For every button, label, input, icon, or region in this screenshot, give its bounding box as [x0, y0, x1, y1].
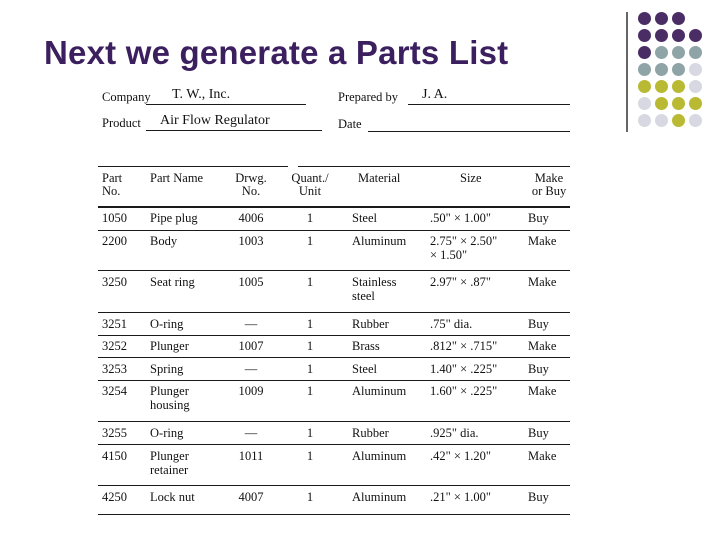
- decorative-dot: [655, 29, 668, 42]
- prepared-by-value: J. A.: [422, 87, 448, 102]
- cell-drwg: 1011: [238, 449, 264, 463]
- decorative-dot: [689, 97, 702, 110]
- row-rule: [98, 444, 570, 445]
- decorative-dot: [655, 12, 668, 25]
- decorative-dot: [638, 12, 651, 25]
- cell-part-name: Plunger: [150, 339, 189, 353]
- date-underline: [368, 131, 570, 132]
- cell-quant: 1: [306, 234, 314, 248]
- row-rule: [98, 514, 570, 515]
- cell-drwg: 4007: [238, 490, 264, 504]
- cell-quant: 1: [306, 339, 314, 353]
- cell-part-no: 2200: [102, 234, 127, 248]
- cell-size: .50" × 1.00": [430, 211, 492, 225]
- header-top-rule: [98, 166, 288, 167]
- decorative-dot: [638, 63, 651, 76]
- cell-part-name: Pipe plug: [150, 211, 198, 225]
- prepared-by-underline: [408, 104, 570, 105]
- cell-material: Stainless steel: [352, 275, 397, 303]
- decorative-dot: [655, 114, 668, 127]
- cell-drwg: —: [244, 426, 258, 440]
- date-label: Date: [338, 117, 362, 131]
- cell-make-buy: Make: [528, 275, 557, 289]
- header-material: Material: [358, 171, 401, 185]
- decorative-dot: [655, 97, 668, 110]
- decorative-dot: [672, 114, 685, 127]
- cell-material: Rubber: [352, 426, 389, 440]
- cell-part-no: 4150: [102, 449, 127, 463]
- cell-part-no: 1050: [102, 211, 127, 225]
- decorative-dot: [672, 97, 685, 110]
- cell-size: 2.75" × 2.50" × 1.50": [430, 234, 498, 262]
- cell-material: Brass: [352, 339, 380, 353]
- cell-part-no: 3251: [102, 317, 127, 331]
- cell-part-name: Lock nut: [150, 490, 195, 504]
- row-rule: [98, 380, 570, 381]
- cell-material: Aluminum: [352, 234, 407, 248]
- decorative-dot: [689, 46, 702, 59]
- decorative-dot: [672, 29, 685, 42]
- cell-part-name: Body: [150, 234, 178, 248]
- cell-part-no: 3255: [102, 426, 127, 440]
- decorative-dot: [638, 114, 651, 127]
- cell-size: .812" × .715": [430, 339, 498, 353]
- cell-drwg: 4006: [238, 211, 264, 225]
- cell-size: 1.60" × .225": [430, 384, 498, 398]
- company-underline: [146, 104, 306, 105]
- cell-make-buy: Buy: [528, 211, 549, 225]
- cell-part-no: 3250: [102, 275, 127, 289]
- cell-size: .925" dia.: [430, 426, 479, 440]
- cell-quant: 1: [306, 384, 314, 398]
- cell-quant: 1: [306, 317, 314, 331]
- cell-material: Aluminum: [352, 449, 407, 463]
- cell-drwg: 1009: [238, 384, 264, 398]
- cell-drwg: 1005: [238, 275, 264, 289]
- header-quant-unit: Quant./ Unit: [291, 171, 329, 198]
- header-drwg-no: Drwg. No.: [235, 171, 267, 198]
- product-underline: [146, 130, 322, 131]
- company-value: T. W., Inc.: [172, 87, 231, 102]
- cell-part-name: Spring: [150, 362, 184, 376]
- row-rule: [98, 357, 570, 358]
- cell-make-buy: Make: [528, 339, 557, 353]
- decorative-dot: [655, 46, 668, 59]
- decorative-dot-grid: [638, 12, 720, 142]
- slide-title: Next we generate a Parts List: [44, 34, 509, 71]
- cell-part-no: 3253: [102, 362, 127, 376]
- cell-make-buy: Buy: [528, 362, 549, 376]
- header-part-no: Part No.: [102, 171, 123, 198]
- decorative-dot: [689, 80, 702, 93]
- cell-material: Aluminum: [352, 384, 407, 398]
- cell-quant: 1: [306, 449, 314, 463]
- cell-make-buy: Make: [528, 384, 557, 398]
- cell-size: 1.40" × .225": [430, 362, 498, 376]
- cell-material: Rubber: [352, 317, 389, 331]
- cell-make-buy: Buy: [528, 490, 549, 504]
- title-divider-line: [626, 12, 628, 132]
- cell-drwg: 1007: [238, 339, 264, 353]
- cell-material: Aluminum: [352, 490, 407, 504]
- header-size: Size: [460, 171, 482, 185]
- cell-part-name: Seat ring: [150, 275, 195, 289]
- decorative-dot: [638, 80, 651, 93]
- decorative-dot: [672, 63, 685, 76]
- decorative-dot: [638, 46, 651, 59]
- cell-material: Steel: [352, 211, 377, 225]
- row-rule: [98, 335, 570, 336]
- cell-size: .21" × 1.00": [430, 490, 492, 504]
- header-part-name: Part Name: [150, 171, 204, 185]
- decorative-dot: [638, 97, 651, 110]
- cell-make-buy: Buy: [528, 426, 549, 440]
- decorative-dot: [672, 46, 685, 59]
- cell-material: Steel: [352, 362, 377, 376]
- cell-part-name: O-ring: [150, 317, 184, 331]
- row-rule: [98, 270, 570, 271]
- cell-quant: 1: [306, 275, 314, 289]
- cell-part-no: 3252: [102, 339, 127, 353]
- parts-list-form: [98, 86, 573, 521]
- decorative-dot: [689, 114, 702, 127]
- prepared-by-label: Prepared by: [338, 90, 399, 104]
- decorative-dot: [672, 12, 685, 25]
- cell-part-name: Plunger retainer: [150, 449, 189, 477]
- cell-drwg: —: [244, 317, 258, 331]
- row-rule: [98, 421, 570, 422]
- cell-quant: 1: [306, 211, 314, 225]
- cell-part-name: Plunger housing: [150, 384, 190, 412]
- header-bottom-rule: [98, 206, 570, 208]
- cell-size: 2.97" × .87": [430, 275, 492, 289]
- cell-quant: 1: [306, 490, 314, 504]
- product-value: Air Flow Regulator: [160, 113, 270, 128]
- header-make-or-buy: Make or Buy: [531, 171, 567, 198]
- cell-part-name: O-ring: [150, 426, 184, 440]
- product-label: Product: [102, 116, 141, 130]
- row-rule: [98, 312, 570, 313]
- cell-make-buy: Make: [528, 234, 557, 248]
- row-rule: [98, 230, 570, 231]
- decorative-dot: [655, 80, 668, 93]
- company-label: Company: [102, 90, 151, 104]
- header-top-rule-right: [298, 166, 570, 167]
- cell-size: .75" dia.: [430, 317, 473, 331]
- cell-make-buy: Make: [528, 449, 557, 463]
- cell-quant: 1: [306, 362, 314, 376]
- cell-part-no: 4250: [102, 490, 127, 504]
- decorative-dot: [638, 29, 651, 42]
- decorative-dot: [689, 63, 702, 76]
- decorative-dot: [655, 63, 668, 76]
- decorative-dot: [672, 80, 685, 93]
- cell-size: .42" × 1.20": [430, 449, 492, 463]
- row-rule: [98, 485, 570, 486]
- cell-drwg: 1003: [238, 234, 264, 248]
- decorative-dot: [689, 29, 702, 42]
- cell-quant: 1: [306, 426, 314, 440]
- cell-drwg: —: [244, 362, 258, 376]
- cell-make-buy: Buy: [528, 317, 549, 331]
- cell-part-no: 3254: [102, 384, 127, 398]
